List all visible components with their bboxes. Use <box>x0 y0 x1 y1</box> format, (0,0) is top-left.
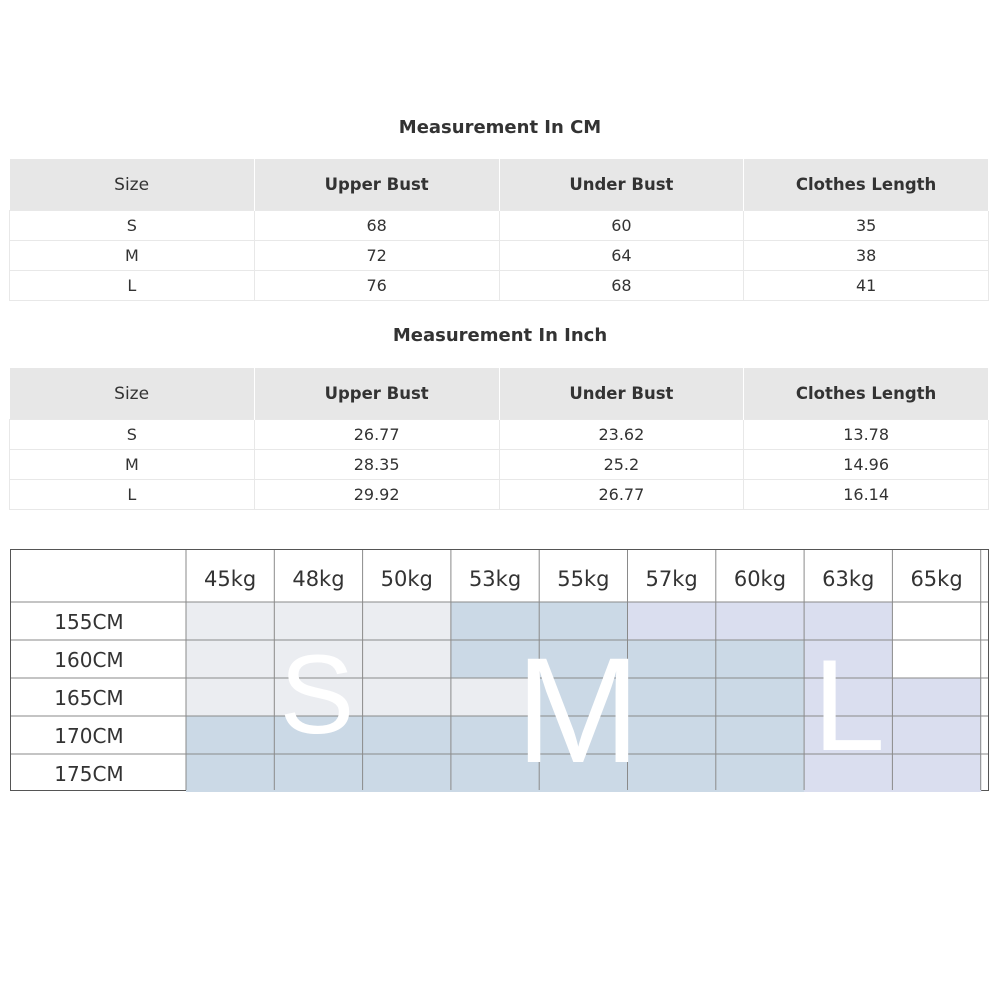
cm-table-title: Measurement In CM <box>398 117 602 138</box>
table-row <box>10 271 989 301</box>
column-header: Under Bust <box>499 368 744 420</box>
column-header: Under Bust <box>499 159 744 211</box>
size-cell <box>274 754 363 792</box>
weight-header: 48kg <box>292 567 345 591</box>
table-cell: 28.35 <box>254 450 499 480</box>
weight-header: 63kg <box>822 567 875 591</box>
cm-measurement-table <box>9 159 989 301</box>
size-cell <box>628 602 717 641</box>
column-header: Upper Bust <box>254 368 499 420</box>
size-cell <box>186 602 275 641</box>
size-cell <box>363 754 452 792</box>
table-cell: 68 <box>254 211 499 241</box>
size-cell <box>363 602 452 641</box>
table-cell: 35 <box>744 211 989 241</box>
size-grid-graphic <box>11 550 990 792</box>
table-cell: 60 <box>499 211 744 241</box>
size-cell <box>186 678 275 717</box>
size-cell <box>892 754 981 792</box>
table-cell: 64 <box>499 241 744 271</box>
table-row <box>10 450 989 480</box>
size-cell <box>363 716 452 755</box>
table-header-row <box>10 159 989 211</box>
size-cell <box>892 678 981 717</box>
size-overlay-letter: L <box>812 632 886 778</box>
table-header-row <box>10 368 989 420</box>
height-label: 170CM <box>54 724 124 748</box>
weight-header: 45kg <box>204 567 257 591</box>
size-cell <box>716 602 805 641</box>
weight-header: 57kg <box>645 567 698 591</box>
size-cell <box>628 754 717 792</box>
table-cell: M <box>10 241 255 271</box>
column-header: Upper Bust <box>254 159 499 211</box>
size-overlay-letter: S <box>279 632 355 757</box>
table-row <box>10 420 989 450</box>
weight-header: 53kg <box>468 567 522 591</box>
column-header: Clothes Length <box>744 368 989 420</box>
height-label: 160CM <box>54 648 124 672</box>
table-cell: 23.62 <box>499 420 744 450</box>
table-cell: 29.92 <box>254 480 499 510</box>
size-cell <box>186 640 275 679</box>
weight-header: 50kg <box>380 567 433 591</box>
height-label: 175CM <box>54 762 124 786</box>
weight-header: 65kg <box>910 567 963 591</box>
height-label: 165CM <box>54 686 124 710</box>
size-cell <box>716 716 805 755</box>
size-cell <box>628 678 717 717</box>
size-cell <box>892 602 981 641</box>
size-cell <box>628 640 717 679</box>
table-cell: 68 <box>499 271 744 301</box>
size-cell <box>186 754 275 792</box>
inch-table-title: Measurement In Inch <box>392 325 608 346</box>
column-header: Clothes Length <box>744 159 989 211</box>
table-cell: 72 <box>254 241 499 271</box>
size-cell <box>628 716 717 755</box>
inch-measurement-table <box>9 368 989 510</box>
table-cell: 41 <box>744 271 989 301</box>
column-header: Size <box>10 159 255 211</box>
column-header: Size <box>10 368 255 420</box>
table-row <box>10 480 989 510</box>
weight-height-size-chart <box>10 549 989 791</box>
height-label: 155CM <box>54 610 124 634</box>
size-cell <box>716 640 805 679</box>
size-cell <box>716 754 805 792</box>
table-cell: S <box>10 211 255 241</box>
size-cell <box>716 678 805 717</box>
size-cell <box>186 716 275 755</box>
size-cell <box>363 678 452 717</box>
table-row <box>10 211 989 241</box>
size-cell <box>892 716 981 755</box>
weight-header: 60kg <box>733 567 787 591</box>
table-cell: 13.78 <box>744 420 989 450</box>
table-cell: S <box>10 420 255 450</box>
table-cell: 26.77 <box>499 480 744 510</box>
table-cell: 38 <box>744 241 989 271</box>
table-cell: 25.2 <box>499 450 744 480</box>
size-overlay-letter: M <box>515 626 641 792</box>
table-cell: 26.77 <box>254 420 499 450</box>
size-cell <box>363 640 452 679</box>
table-cell: L <box>10 271 255 301</box>
size-cell <box>892 640 981 679</box>
table-cell: 16.14 <box>744 480 989 510</box>
table-cell: M <box>10 450 255 480</box>
table-cell: 76 <box>254 271 499 301</box>
weight-header: 55kg <box>557 567 610 591</box>
table-row <box>10 241 989 271</box>
table-cell: 14.96 <box>744 450 989 480</box>
table-cell: L <box>10 480 255 510</box>
